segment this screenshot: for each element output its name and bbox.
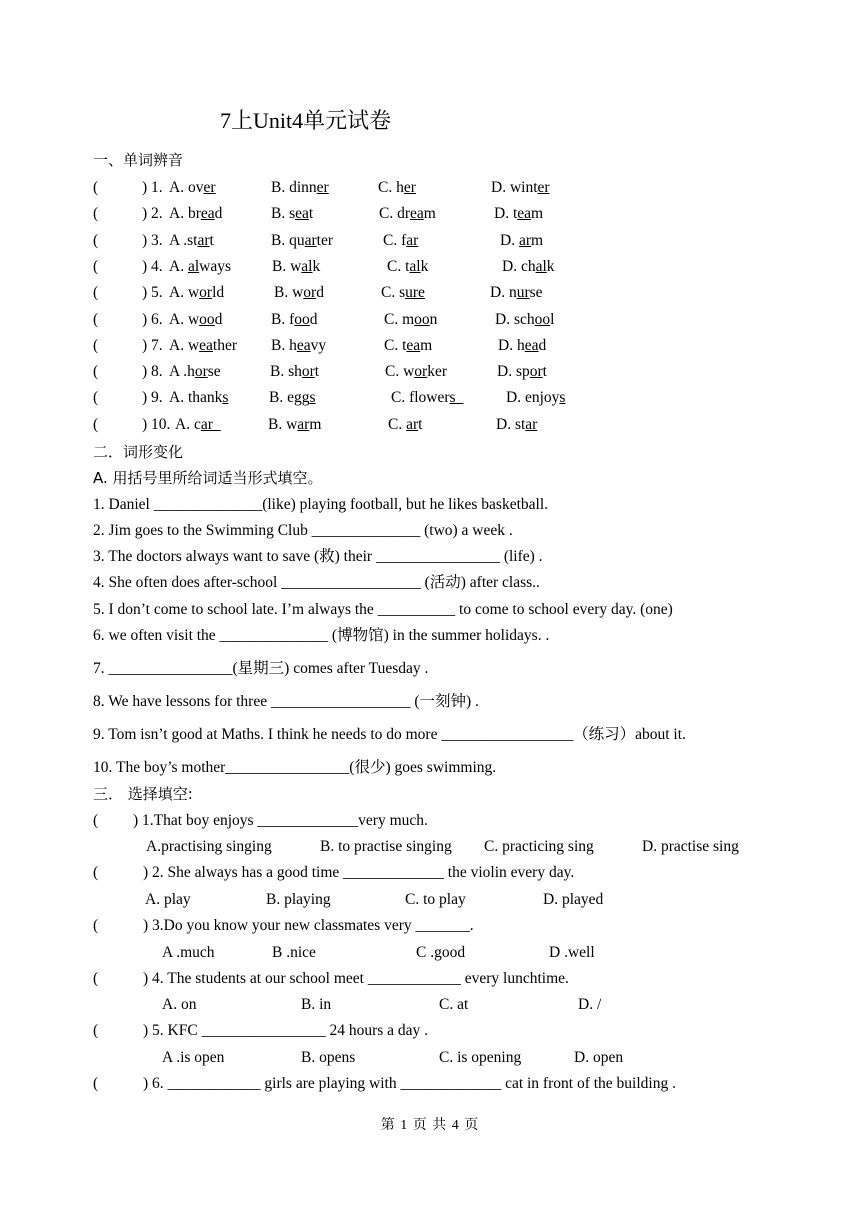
page-title: 7上Unit4单元试卷 xyxy=(220,108,392,133)
option-a: A .is open xyxy=(162,1049,225,1066)
option-b: B. to practise singing xyxy=(320,838,452,855)
option-c xyxy=(383,231,418,251)
option-a xyxy=(169,178,216,198)
option-text: m xyxy=(531,231,544,249)
page-footer: 第 1 页 共 4 页 xyxy=(380,1118,480,1133)
option-b xyxy=(271,178,329,198)
answer-bracket: ( xyxy=(93,1022,99,1039)
option-d: D. practise sing xyxy=(642,838,739,855)
option-text: ther xyxy=(212,336,238,354)
underlined-letters: s xyxy=(309,389,316,407)
underlined-letters: ar xyxy=(197,231,210,249)
answer-bracket: ( xyxy=(93,284,99,302)
question-stem: ) 1.That boy enjoys _____________very much. xyxy=(133,812,428,829)
option-b xyxy=(268,415,321,435)
underlined-letters: ar xyxy=(297,415,310,433)
answer-bracket: ( xyxy=(93,415,99,433)
question-number: ) 9. xyxy=(142,389,163,407)
underlined-letters: ea xyxy=(524,336,539,354)
underlined-letters: ea xyxy=(295,205,309,223)
question-number: ) 5. xyxy=(142,284,163,302)
underlined-letters: oo xyxy=(199,310,215,328)
option-b xyxy=(271,310,318,330)
underlined-letters: er xyxy=(537,179,550,196)
fill-line-4: 4. She often does after-school __________________ (活动) after class.. xyxy=(93,574,540,591)
section2-heading: 二．词形变化 xyxy=(93,443,184,461)
option-b xyxy=(269,388,316,408)
answer-bracket: ( xyxy=(93,231,99,249)
option-text: B. w xyxy=(272,257,302,275)
option-c xyxy=(387,257,428,277)
question-stem: ) 4. The students at our school meet ____________ every lunchtime. xyxy=(143,970,569,987)
option-text: C. t xyxy=(384,336,407,354)
underlined-letters: er xyxy=(203,179,216,196)
option-d xyxy=(494,204,543,224)
option-c xyxy=(388,415,422,435)
section3-heading: 三． 选择填空: xyxy=(93,785,193,803)
option-text: C. f xyxy=(383,231,407,249)
underlined-letters: ar xyxy=(406,415,419,433)
option-text: A. w xyxy=(169,310,200,328)
option-c xyxy=(385,362,447,382)
option-a: A. on xyxy=(162,996,197,1013)
underlined-letters: al xyxy=(409,257,421,275)
option-c xyxy=(384,310,437,330)
question-number: ) 4. xyxy=(142,257,163,275)
question-number: ) 3. xyxy=(142,231,163,249)
option-text: k xyxy=(420,257,429,275)
option-d xyxy=(497,362,547,382)
option-b: B. in xyxy=(301,996,332,1013)
option-d xyxy=(506,388,565,408)
fill-line-8: 8. We have lessons for three __________________ (一刻钟) . xyxy=(93,693,479,710)
option-c xyxy=(378,178,416,198)
option-text: t xyxy=(418,415,423,433)
question-number: ) 7. xyxy=(142,336,163,354)
underlined-letters: ar xyxy=(304,231,317,249)
underlined-letters: oo xyxy=(534,310,551,328)
answer-bracket: ( xyxy=(93,389,99,407)
option-text: d xyxy=(309,310,318,328)
option-text: D. sch xyxy=(495,310,535,328)
underlined-letters: er xyxy=(316,179,329,196)
option-text: C. flower xyxy=(391,389,450,407)
option-text: ways xyxy=(199,257,231,275)
option-d: D .well xyxy=(549,944,595,961)
option-text: m xyxy=(531,205,544,223)
underlined-letters: ure xyxy=(405,284,425,302)
underlined-letters: or xyxy=(414,363,428,381)
option-text: B. h xyxy=(271,336,297,354)
fill-line-3: 3. The doctors always want to save (救) their ________________ (life) . xyxy=(93,548,543,565)
option-a xyxy=(169,388,228,408)
option-a xyxy=(169,257,231,277)
option-text: C. dr xyxy=(379,205,410,223)
underlined-letters: al xyxy=(187,257,200,275)
question-stem: ) 2. She always has a good time _____________ the violin every day. xyxy=(143,864,575,881)
option-c: C. practicing sing xyxy=(484,838,594,855)
option-text: k xyxy=(312,257,321,275)
option-text: D. n xyxy=(490,284,517,302)
option-text: m xyxy=(420,336,433,354)
option-text: D. h xyxy=(498,336,525,354)
option-text: t xyxy=(314,363,320,381)
underlined-letters: ar xyxy=(525,415,538,433)
answer-bracket: ( xyxy=(93,257,99,275)
underlined-letters: ea xyxy=(296,336,311,354)
option-b xyxy=(272,257,320,277)
option-a: A .much xyxy=(162,944,215,961)
option-a: A. play xyxy=(145,891,191,908)
underlined-letters: ar xyxy=(406,231,419,249)
option-b: B. opens xyxy=(301,1049,356,1066)
option-b: B. playing xyxy=(266,891,331,908)
option-text: d xyxy=(538,336,547,354)
option-text: d xyxy=(214,310,223,328)
section2-instruction: A. 用括号里所给词适当形式填空。 xyxy=(93,469,323,487)
option-text: D. wint xyxy=(491,179,538,196)
option-text: C. s xyxy=(381,284,406,302)
underlined-letters: oo xyxy=(294,310,310,328)
option-text: B. f xyxy=(271,310,295,328)
option-c xyxy=(391,388,463,408)
option-d: D. open xyxy=(574,1049,624,1066)
answer-bracket: ( xyxy=(93,205,99,223)
underlined-letters: ar xyxy=(518,231,531,249)
option-c: C. to play xyxy=(405,891,466,908)
answer-bracket: ( xyxy=(93,917,99,934)
option-text: C. t xyxy=(387,257,410,275)
underlined-letters: s xyxy=(559,389,566,407)
underlined-letters: or xyxy=(529,363,543,381)
option-text: n xyxy=(429,310,438,328)
option-c: C. is opening xyxy=(439,1049,522,1066)
option-text: B. dinn xyxy=(271,179,317,196)
option-c xyxy=(379,204,436,224)
option-text: ter xyxy=(316,231,333,249)
answer-bracket: ( xyxy=(93,970,99,987)
option-text: C. h xyxy=(378,179,404,196)
question-number: ) 2. xyxy=(142,205,163,223)
option-d xyxy=(490,283,543,303)
underlined-letters: al xyxy=(301,257,313,275)
underlined-letters: ur xyxy=(516,284,530,302)
fill-line-6: 6. we often visit the ______________ (博物馆) in the summer holidays. . xyxy=(93,627,550,644)
option-a xyxy=(169,362,221,382)
option-text: m xyxy=(309,415,322,433)
option-c: C .good xyxy=(416,944,466,961)
option-b xyxy=(271,204,313,224)
option-a xyxy=(169,336,237,356)
option-text: ld xyxy=(212,284,225,302)
option-text: D. ch xyxy=(502,257,536,275)
option-d: D. played xyxy=(543,891,604,908)
option-text: m xyxy=(423,205,436,223)
option-text: C. w xyxy=(385,363,415,381)
option-text: k xyxy=(546,257,555,275)
fill-line-10: 10. The boy’s mother________________(很少) goes swimming. xyxy=(93,759,497,776)
option-c xyxy=(381,283,425,303)
underlined-letters: ea xyxy=(410,205,424,223)
option-text: D. xyxy=(500,231,519,249)
underlined-letters: s xyxy=(222,389,229,407)
question-number: ) 10. xyxy=(142,415,171,433)
option-text: B. sh xyxy=(270,363,302,381)
option-b xyxy=(274,283,324,303)
option-text: B. s xyxy=(271,205,296,223)
option-text: D. sp xyxy=(497,363,530,381)
option-text: t xyxy=(209,231,214,249)
answer-bracket: ( xyxy=(93,363,99,381)
underlined-letters: or xyxy=(194,363,208,381)
option-d xyxy=(502,257,555,277)
underlined-letters: ea xyxy=(199,336,213,354)
option-text: A. xyxy=(169,257,188,275)
option-text: D. t xyxy=(494,205,518,223)
underlined-letters: or xyxy=(199,284,213,302)
answer-bracket: ( xyxy=(93,1075,99,1092)
underlined-letters: or xyxy=(303,284,317,302)
option-b: B .nice xyxy=(272,944,316,961)
underlined-letters: ar_ xyxy=(200,415,221,433)
option-text: A. br xyxy=(169,205,201,223)
option-c: C. at xyxy=(439,996,469,1013)
option-text: A. c xyxy=(175,415,201,433)
option-text: D. enjoy xyxy=(506,389,560,407)
question-number: ) 8. xyxy=(142,363,163,381)
option-text: A. thank xyxy=(169,389,223,407)
fill-line-2: 2. Jim goes to the Swimming Club ______________ (two) a week . xyxy=(93,522,513,539)
question-stem: ) 6. ____________ girls are playing with _____________ cat in front of the building . xyxy=(143,1075,676,1092)
option-text: l xyxy=(550,310,555,328)
option-c xyxy=(384,336,432,356)
option-d xyxy=(498,336,546,356)
option-a xyxy=(169,283,224,303)
fill-line-7: 7. ________________(星期三) comes after Tuesday . xyxy=(93,660,429,677)
option-a xyxy=(175,415,221,435)
answer-bracket: ( xyxy=(93,179,99,196)
answer-bracket: ( xyxy=(93,812,99,829)
option-text: A. w xyxy=(169,336,200,354)
option-text: B. qu xyxy=(271,231,305,249)
option-a xyxy=(169,231,214,251)
option-text: A .h xyxy=(169,363,195,381)
fill-line-9: 9. Tom isn’t good at Maths. I think he needs to do more _________________（练习）about it. xyxy=(93,726,686,743)
option-b xyxy=(270,362,319,382)
option-text: D. st xyxy=(496,415,526,433)
option-b xyxy=(271,231,333,251)
option-text: A. w xyxy=(169,284,200,302)
option-text: B. w xyxy=(274,284,304,302)
section1-heading: 一、单词辨音 xyxy=(93,151,184,169)
question-stem: ) 5. KFC ________________ 24 hours a day . xyxy=(143,1022,429,1039)
option-a: A.practising singing xyxy=(146,838,272,855)
option-text: d xyxy=(214,205,223,223)
underlined-letters: er xyxy=(403,179,416,196)
option-text: se xyxy=(529,284,543,302)
option-text: se xyxy=(207,363,221,381)
underlined-letters: al xyxy=(535,257,547,275)
option-d xyxy=(491,178,550,198)
answer-bracket: ( xyxy=(93,310,99,328)
option-d xyxy=(495,310,554,330)
underlined-letters: ea xyxy=(517,205,532,223)
underlined-letters: or xyxy=(301,363,315,381)
option-text: C. m xyxy=(384,310,415,328)
answer-bracket: ( xyxy=(93,336,99,354)
answer-bracket: ( xyxy=(93,864,99,881)
underlined-letters: oo xyxy=(414,310,430,328)
option-text: B. egg xyxy=(269,389,310,407)
option-text: vy xyxy=(310,336,327,354)
question-number: ) 1. xyxy=(142,179,163,196)
option-d: D. / xyxy=(578,996,602,1013)
option-text: C. xyxy=(388,415,407,433)
option-text: d xyxy=(316,284,324,302)
underlined-letters: s_ xyxy=(449,389,464,407)
option-d xyxy=(500,231,543,251)
option-text: t xyxy=(542,363,547,381)
fill-line-5: 5. I don’t come to school late. I’m always the __________ to come to school every day. (one) xyxy=(93,601,673,618)
option-text: B. w xyxy=(268,415,298,433)
question-number: ) 6. xyxy=(142,310,163,328)
underlined-letters: ea xyxy=(406,336,421,354)
fill-line-1: 1. Daniel ______________(like) playing football, but he likes basketball. xyxy=(93,496,549,513)
option-text: t xyxy=(308,205,314,223)
option-b xyxy=(271,336,326,356)
option-text: ker xyxy=(427,363,448,381)
option-a xyxy=(169,204,222,224)
option-a xyxy=(169,310,222,330)
question-stem: ) 3.Do you know your new classmates very _______. xyxy=(143,917,474,934)
option-d xyxy=(496,415,537,435)
underlined-letters: ea xyxy=(200,205,215,223)
option-text: A .st xyxy=(169,231,198,249)
option-text: A. ov xyxy=(169,179,204,196)
